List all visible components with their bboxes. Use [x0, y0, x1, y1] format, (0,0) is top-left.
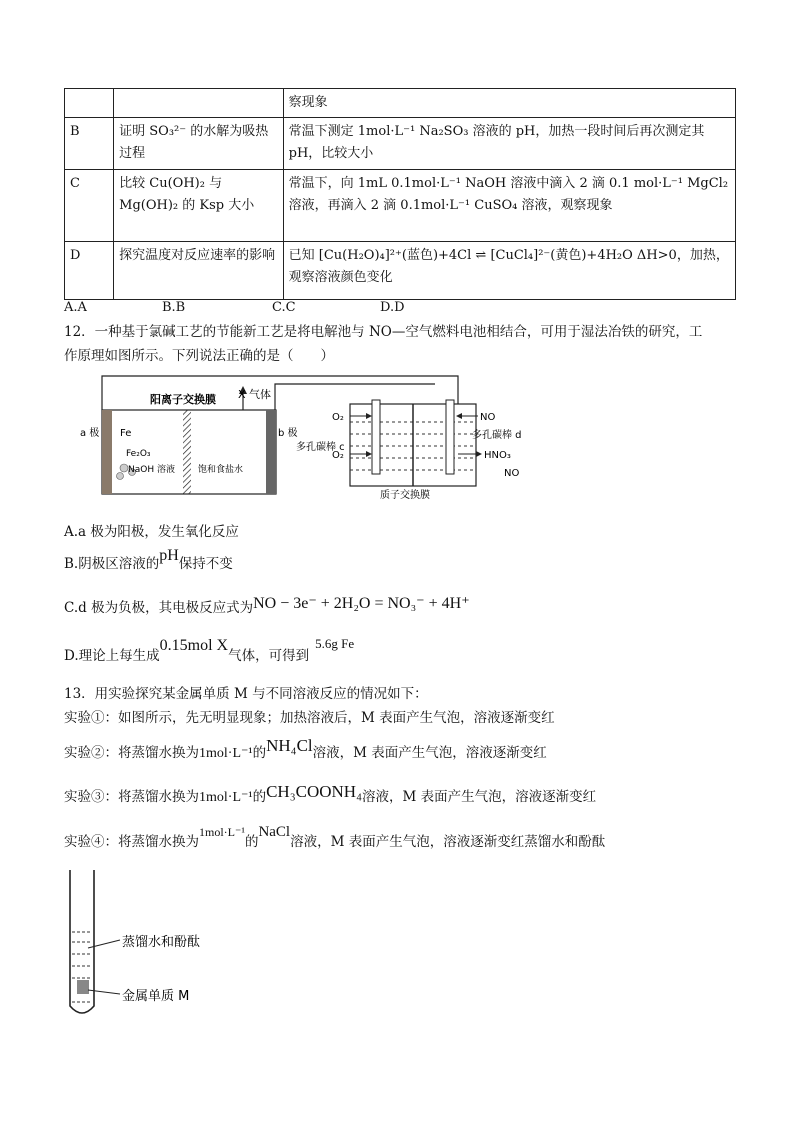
exp-text: 实验③：将蒸馏水换为: [64, 789, 199, 805]
q13-exp1: 实验①：如图所示，先无明显现象；加热溶液后，M 表面产生气泡，溶液逐渐变红: [64, 710, 555, 726]
option-text: 气体，可得到: [228, 648, 310, 664]
electrode-equation: NO − 3e⁻ + 2H₂O = NO₃⁻ + 4H⁺: [253, 595, 470, 612]
exp-substance: NaCl: [258, 824, 291, 840]
label-membrane: 阳离子交换膜: [150, 393, 216, 406]
label-fe: Fe: [120, 428, 132, 439]
label-naoh: NaOH 溶液: [128, 465, 175, 475]
label-no-out: NO: [504, 468, 520, 479]
exp-concentration: 1mol·L⁻¹: [199, 746, 253, 761]
q12-stem-line2: 作原理如图所示。下列说法正确的是（ ）: [64, 348, 334, 364]
label-water-phenolphthalein: 蒸馏水和酚酞: [122, 935, 201, 950]
exp-text: 溶液，M 表面产生气泡，溶液逐渐变红蒸馏水和酚酞: [290, 834, 606, 850]
exp-text: 的: [244, 834, 259, 850]
row-procedure: 常温下，向 1mL 0.1mol·L⁻¹ NaOH 溶液中滴入 2 滴 0.1 mol·L⁻¹ MgCl₂ 溶液，再滴入 2 滴 0.1mol·L⁻¹ CuSO₄ 溶液，观察现象: [283, 170, 735, 242]
exp-text: 溶液，M 表面产生气泡，溶液逐渐变红: [362, 789, 597, 805]
table-cell-top: 察现象: [283, 89, 735, 118]
option-text: B.阴极区溶液的: [64, 556, 160, 572]
mass-fe: 5.6g Fe: [315, 636, 355, 651]
electrolysis-diagram: [80, 370, 560, 500]
table-row: [65, 242, 736, 300]
label-rod-c: 多孔碳棒 c: [296, 442, 345, 453]
amount-x: 0.15mol X: [159, 637, 229, 654]
q12-option-d[interactable]: [64, 636, 355, 668]
exp-text: 的: [252, 789, 267, 805]
label-proton-membrane: 质子交换膜: [380, 490, 430, 500]
exp-concentration: 1mol·L⁻¹: [199, 825, 245, 839]
row-label: C: [65, 170, 114, 242]
q13-exp4: [64, 824, 606, 854]
label-metal-m: 金属单质 M: [122, 989, 190, 1004]
label-o2-2: O₂: [332, 450, 344, 461]
label-gas: X 气体: [238, 388, 272, 401]
q12-stem-line1: 12．一种基于氯碱工艺的节能新工艺是将电解池与 NO—空气燃料电池相结合，可用于湿法冶铁的研究，工: [64, 324, 703, 340]
option-text: D.理论上每生成: [64, 648, 160, 664]
option-a[interactable]: A.A: [64, 300, 87, 315]
label-a-electrode: a 极: [80, 428, 100, 439]
row-procedure: 已知 [Cu(H₂O)₄]²⁺(蓝色)+4Cl ⇌ [CuCl₄]²⁻(黄色)+4H₂O ΔH>0，加热，观察溶液颜色变化: [283, 242, 735, 300]
label-b-electrode: b 极: [278, 428, 298, 439]
q12-option-c[interactable]: [64, 596, 470, 620]
row-purpose: 探究温度对反应速率的影响: [114, 242, 284, 300]
option-c[interactable]: C.C: [272, 300, 296, 315]
option-d[interactable]: D.D: [380, 300, 405, 315]
q13-exp2: [64, 736, 547, 766]
label-rod-d: 多孔碳棒 d: [472, 430, 522, 441]
exp-substance: NH₄Cl: [266, 736, 313, 755]
row-purpose: 比较 Cu(OH)₂ 与 Mg(OH)₂ 的 Ksp 大小: [114, 170, 284, 242]
row-label: B: [65, 118, 114, 170]
label-brine: 饱和食盐水: [198, 465, 244, 475]
table-row: [65, 170, 736, 242]
option-b[interactable]: B.B: [162, 300, 186, 315]
exp-concentration: 1mol·L⁻¹: [199, 790, 253, 805]
q13-stem: 13．用实验探究某金属单质 M 与不同溶液反应的情况如下：: [64, 686, 428, 702]
ph-symbol: pH: [159, 547, 179, 564]
exp-text: 实验②：将蒸馏水换为: [64, 745, 199, 761]
table-row: [65, 118, 736, 170]
experiment-table: [64, 88, 736, 300]
label-o2-1: O₂: [332, 412, 344, 423]
row-purpose: 证明 SO₃²⁻ 的水解为吸热过程: [114, 118, 284, 170]
label-hno3: HNO₃: [484, 450, 511, 461]
exp-text: 的: [252, 745, 267, 761]
exp-text: 溶液，M 表面产生气泡，溶液逐渐变红: [312, 745, 547, 761]
q12-option-a[interactable]: A.a 极为阳极，发生氧化反应: [64, 524, 239, 540]
row-procedure: 常温下测定 1mol·L⁻¹ Na₂SO₃ 溶液的 pH，加热一段时间后再次测定其 pH，比较大小: [283, 118, 735, 170]
exp-text: 实验④：将蒸馏水换为: [64, 834, 199, 850]
table-row: [65, 89, 736, 118]
option-text: 保持不变: [178, 556, 233, 572]
label-fe2o3: Fe₂O₃: [126, 449, 151, 459]
label-no-in: NO: [480, 412, 496, 423]
exp-substance: CH₃COONH₄: [266, 782, 363, 801]
row-label: D: [65, 242, 114, 300]
q12-option-b[interactable]: [64, 547, 233, 576]
q13-exp3: [64, 784, 596, 810]
option-text: C.d 极为负极，其电极反应式为: [64, 600, 254, 616]
test-tube-figure: [60, 866, 260, 1026]
